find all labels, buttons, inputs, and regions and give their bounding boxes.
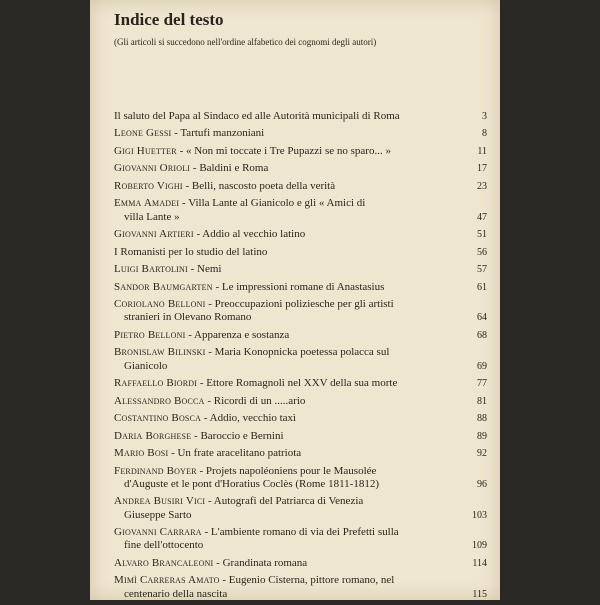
entry-title: - Le impressioni romane di Anastasius — [212, 280, 385, 293]
entry-page-number: 92 — [477, 448, 487, 460]
entry-author: Leone Gessi — [114, 127, 172, 140]
toc-entry — [114, 298, 487, 325]
entry-title: - Projets napoléoniens pour le Mausolée — [196, 464, 377, 477]
entry-title: - Ricordi di un .....ario — [204, 394, 306, 407]
entry-page-number: 109 — [472, 540, 487, 552]
page-title: Indice del testo — [114, 10, 224, 29]
table-of-contents — [114, 110, 487, 605]
entry-title-continuation: stranieri in Olevano Romano — [124, 311, 252, 324]
entry-author: Daria Borghese — [114, 429, 192, 442]
entry-title: - Addio al vecchio latino — [193, 228, 306, 241]
entry-page-number: 8 — [482, 128, 487, 140]
entry-title-continuation: Gianicolo — [124, 359, 168, 372]
entry-page-number: 114 — [472, 557, 487, 569]
entry-author: Pietro Belloni — [114, 328, 186, 341]
entry-page-number: 81 — [477, 395, 487, 407]
toc-entry — [114, 110, 487, 123]
toc-entry — [114, 430, 487, 443]
entry-page-number: 11 — [477, 145, 487, 157]
toc-entry — [114, 465, 487, 492]
entry-author: Roberto Vighi — [114, 179, 183, 192]
entry-author: Alessandro Bocca — [114, 394, 205, 407]
entry-author: Mimì Carreras Amato — [114, 574, 220, 587]
entry-page-number: 103 — [472, 509, 487, 521]
entry-title: - Baldini e Roma — [190, 162, 269, 175]
toc-entry — [114, 447, 487, 460]
entry-title-continuation: d'Auguste et le pont d'Horatius Coclès (Rome 1811-1812) — [124, 477, 379, 490]
toc-entry — [114, 228, 487, 241]
toc-entry — [114, 281, 487, 294]
entry-author: Ferdinand Boyer — [114, 464, 197, 477]
entry-page-number: 51 — [477, 229, 487, 241]
entry-page-number: 47 — [477, 211, 487, 223]
toc-entry — [114, 495, 487, 522]
entry-author: Bronislaw Bilinski — [114, 346, 206, 359]
entry-title: - Nemi — [187, 263, 222, 276]
toc-entry — [114, 162, 487, 175]
entry-author: Luigi Bartolini — [114, 263, 188, 276]
entry-title: - Maria Konopnicka poetessa polacca sul — [205, 346, 390, 359]
entry-title: - Eugenio Cisterna, pittore romano, nel — [219, 574, 395, 587]
toc-entry — [114, 197, 487, 224]
toc-entry — [114, 145, 487, 158]
toc-entry — [114, 412, 487, 425]
entry-title: - L'ambiente romano di via dei Prefetti sulla — [201, 526, 399, 539]
entry-author: Giovanni Artieri — [114, 228, 194, 241]
entry-author: Emma Amadei — [114, 197, 180, 210]
toc-entry — [114, 263, 487, 276]
entry-title: - Belli, nascosto poeta della verità — [182, 179, 336, 192]
entry-title: - « Non mi toccate i Tre Pupazzi se no sparo... » — [176, 144, 391, 157]
entry-title: - Tartufi manzoniani — [171, 127, 265, 140]
entry-title-continuation: centenario della nascita — [124, 587, 228, 600]
entry-author: Sandor Baumgarten — [114, 280, 213, 293]
entry-title: - Ettore Romagnoli nel XXV della sua morte — [197, 377, 398, 390]
entry-author: Gigi Huetter — [114, 144, 177, 157]
entry-author: Mario Bosi — [114, 447, 169, 460]
entry-title: - Grandinata romana — [213, 556, 308, 569]
entry-author: Coriolano Belloni — [114, 298, 206, 311]
entry-page-number: 77 — [477, 378, 487, 390]
entry-page-number: 115 — [472, 588, 487, 600]
entry-title-continuation: villa Lante » — [124, 210, 180, 223]
entry-page-number: 61 — [477, 281, 487, 293]
entry-page-number: 89 — [477, 430, 487, 442]
entry-title: - Apparenza e sostanza — [185, 328, 290, 341]
entry-title: - Un frate aracelitano patriota — [168, 447, 302, 460]
toc-entry — [114, 574, 487, 601]
entry-page-number: 23 — [477, 180, 487, 192]
book-page — [90, 0, 500, 600]
entry-page-number: 56 — [477, 246, 487, 258]
toc-entry — [114, 329, 487, 342]
toc-entry — [114, 377, 487, 390]
entry-title: - Autografi del Patriarca di Venezia — [205, 495, 364, 508]
ordering-note: (Gli articoli si succedono nell'ordine alfabetico dei cognomi degli autori) — [114, 37, 377, 47]
entry-page-number: 3 — [482, 111, 487, 122]
entry-page-number: 68 — [477, 329, 487, 341]
entry-title: - Villa Lante al Gianicolo e gli « Amici di — [179, 197, 366, 210]
entry-page-number: 88 — [477, 413, 487, 425]
entry-author: Raffaello Biordi — [114, 377, 198, 390]
entry-author: Andrea Busiri Vici — [114, 495, 206, 508]
entry-author: Costantino Bosca — [114, 412, 202, 425]
toc-entry — [114, 346, 487, 373]
entry-author: Giovanni Orioli — [114, 162, 191, 175]
entry-title: - Addio, vecchio taxì — [201, 412, 297, 425]
toc-entry — [114, 526, 487, 553]
entry-page-number: 64 — [477, 312, 487, 324]
entry-page-number: 96 — [477, 478, 487, 490]
entry-title: I Romanisti per lo studio del latino — [114, 245, 268, 258]
entry-title: Il saluto del Papa al Sindaco ed alle Autorità municipali di Roma — [114, 110, 400, 122]
entry-author: Giovanni Carrara — [114, 526, 202, 539]
entry-title-continuation: Giuseppe Sarto — [124, 508, 192, 521]
entry-title: - Baroccio e Bernini — [191, 429, 284, 442]
entry-title: - Preoccupazioni poliziesche per gli artisti — [205, 298, 394, 311]
entry-page-number: 69 — [477, 360, 487, 372]
toc-entry — [114, 395, 487, 408]
entry-title-continuation: fine dell'ottocento — [124, 539, 204, 552]
toc-entry — [114, 127, 487, 140]
toc-entry — [114, 246, 487, 259]
entry-author: Alvaro Brancaleoni — [114, 556, 214, 569]
toc-entry — [114, 180, 487, 193]
entry-page-number: 17 — [477, 163, 487, 175]
entry-page-number: 57 — [477, 264, 487, 276]
toc-entry — [114, 557, 487, 570]
